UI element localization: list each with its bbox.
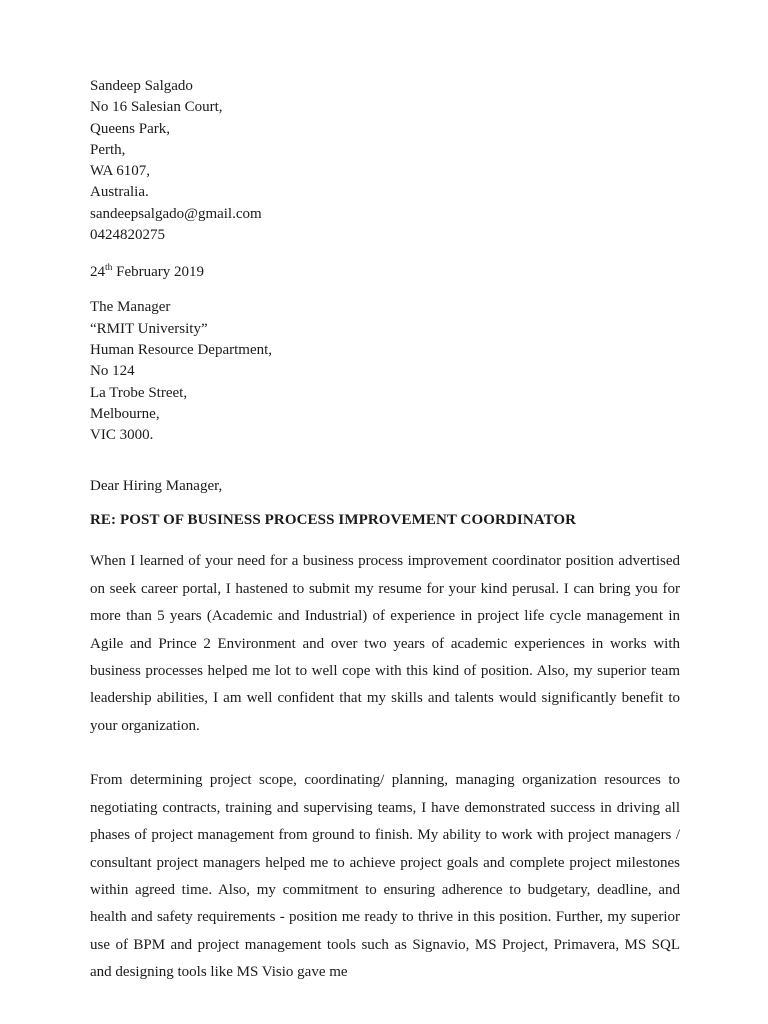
- recipient-title: The Manager: [90, 299, 171, 316]
- salutation: Dear Hiring Manager,: [90, 478, 223, 495]
- date-day: 24: [90, 264, 105, 281]
- date-ordinal-suffix: th: [105, 263, 113, 274]
- sender-address-line: Perth,: [90, 141, 126, 158]
- sender-address-line: No 16 Salesian Court,: [90, 99, 223, 116]
- recipient-address-line: VIC 3000.: [90, 427, 154, 444]
- sender-address-line: Queens Park,: [90, 120, 170, 137]
- sender-phone: 0424820275: [90, 227, 165, 244]
- sender-address-line: WA 6107,: [90, 163, 150, 180]
- body-paragraph-2: From determining project scope, coordinating/ planning, managing organization resources to negotiating contracts, training and supervising teams, I have demonstrated success in driving all phases of project management from ground to finish. My ability to work with project managers / consultant project managers helped me to achieve project goals and complete project milestones within agreed time. Also, my commitment to ensuring adherence to budgetary, deadline, and health and safety requirements - position me ready to thrive in this position. Further, my superior use of BPM and project management tools such as Signavio, MS Project, Primavera, MS SQL and designing tools like MS Visio gave me: [90, 772, 680, 981]
- sender-email: sandeepsalgado@gmail.com: [90, 205, 262, 222]
- date-month-year: February 2019: [112, 264, 205, 281]
- recipient-department: Human Resource Department,: [90, 341, 273, 358]
- sender-address-block: [90, 76, 680, 246]
- sender-name: Sandeep Salgado: [90, 78, 193, 94]
- recipient-organization: “RMIT University”: [90, 320, 208, 337]
- recipient-address-line: No 124: [90, 363, 135, 380]
- recipient-address-line: La Trobe Street,: [90, 384, 188, 401]
- letter-date: [90, 262, 680, 283]
- sender-address-line: Australia.: [90, 184, 149, 201]
- recipient-address-block: [90, 297, 680, 446]
- recipient-address-line: Melbourne,: [90, 405, 160, 422]
- body-paragraph-1: When I learned of your need for a business process improvement coordinator position advertised on seek career portal, I hastened to submit my resume for your kind perusal. I can bring you for more than 5 years (Academic and Industrial) of experience in project life cycle management in Agile and Prince 2 Environment and over two years of academic experiences in works with business processes helped me lot to well cope with this kind of position. Also, my superior team leadership abilities, I am well confident that my skills and talents would significantly benefit to your organization.: [90, 553, 680, 734]
- subject-line: RE: POST OF BUSINESS PROCESS IMPROVEMENT COORDINATOR: [90, 512, 577, 529]
